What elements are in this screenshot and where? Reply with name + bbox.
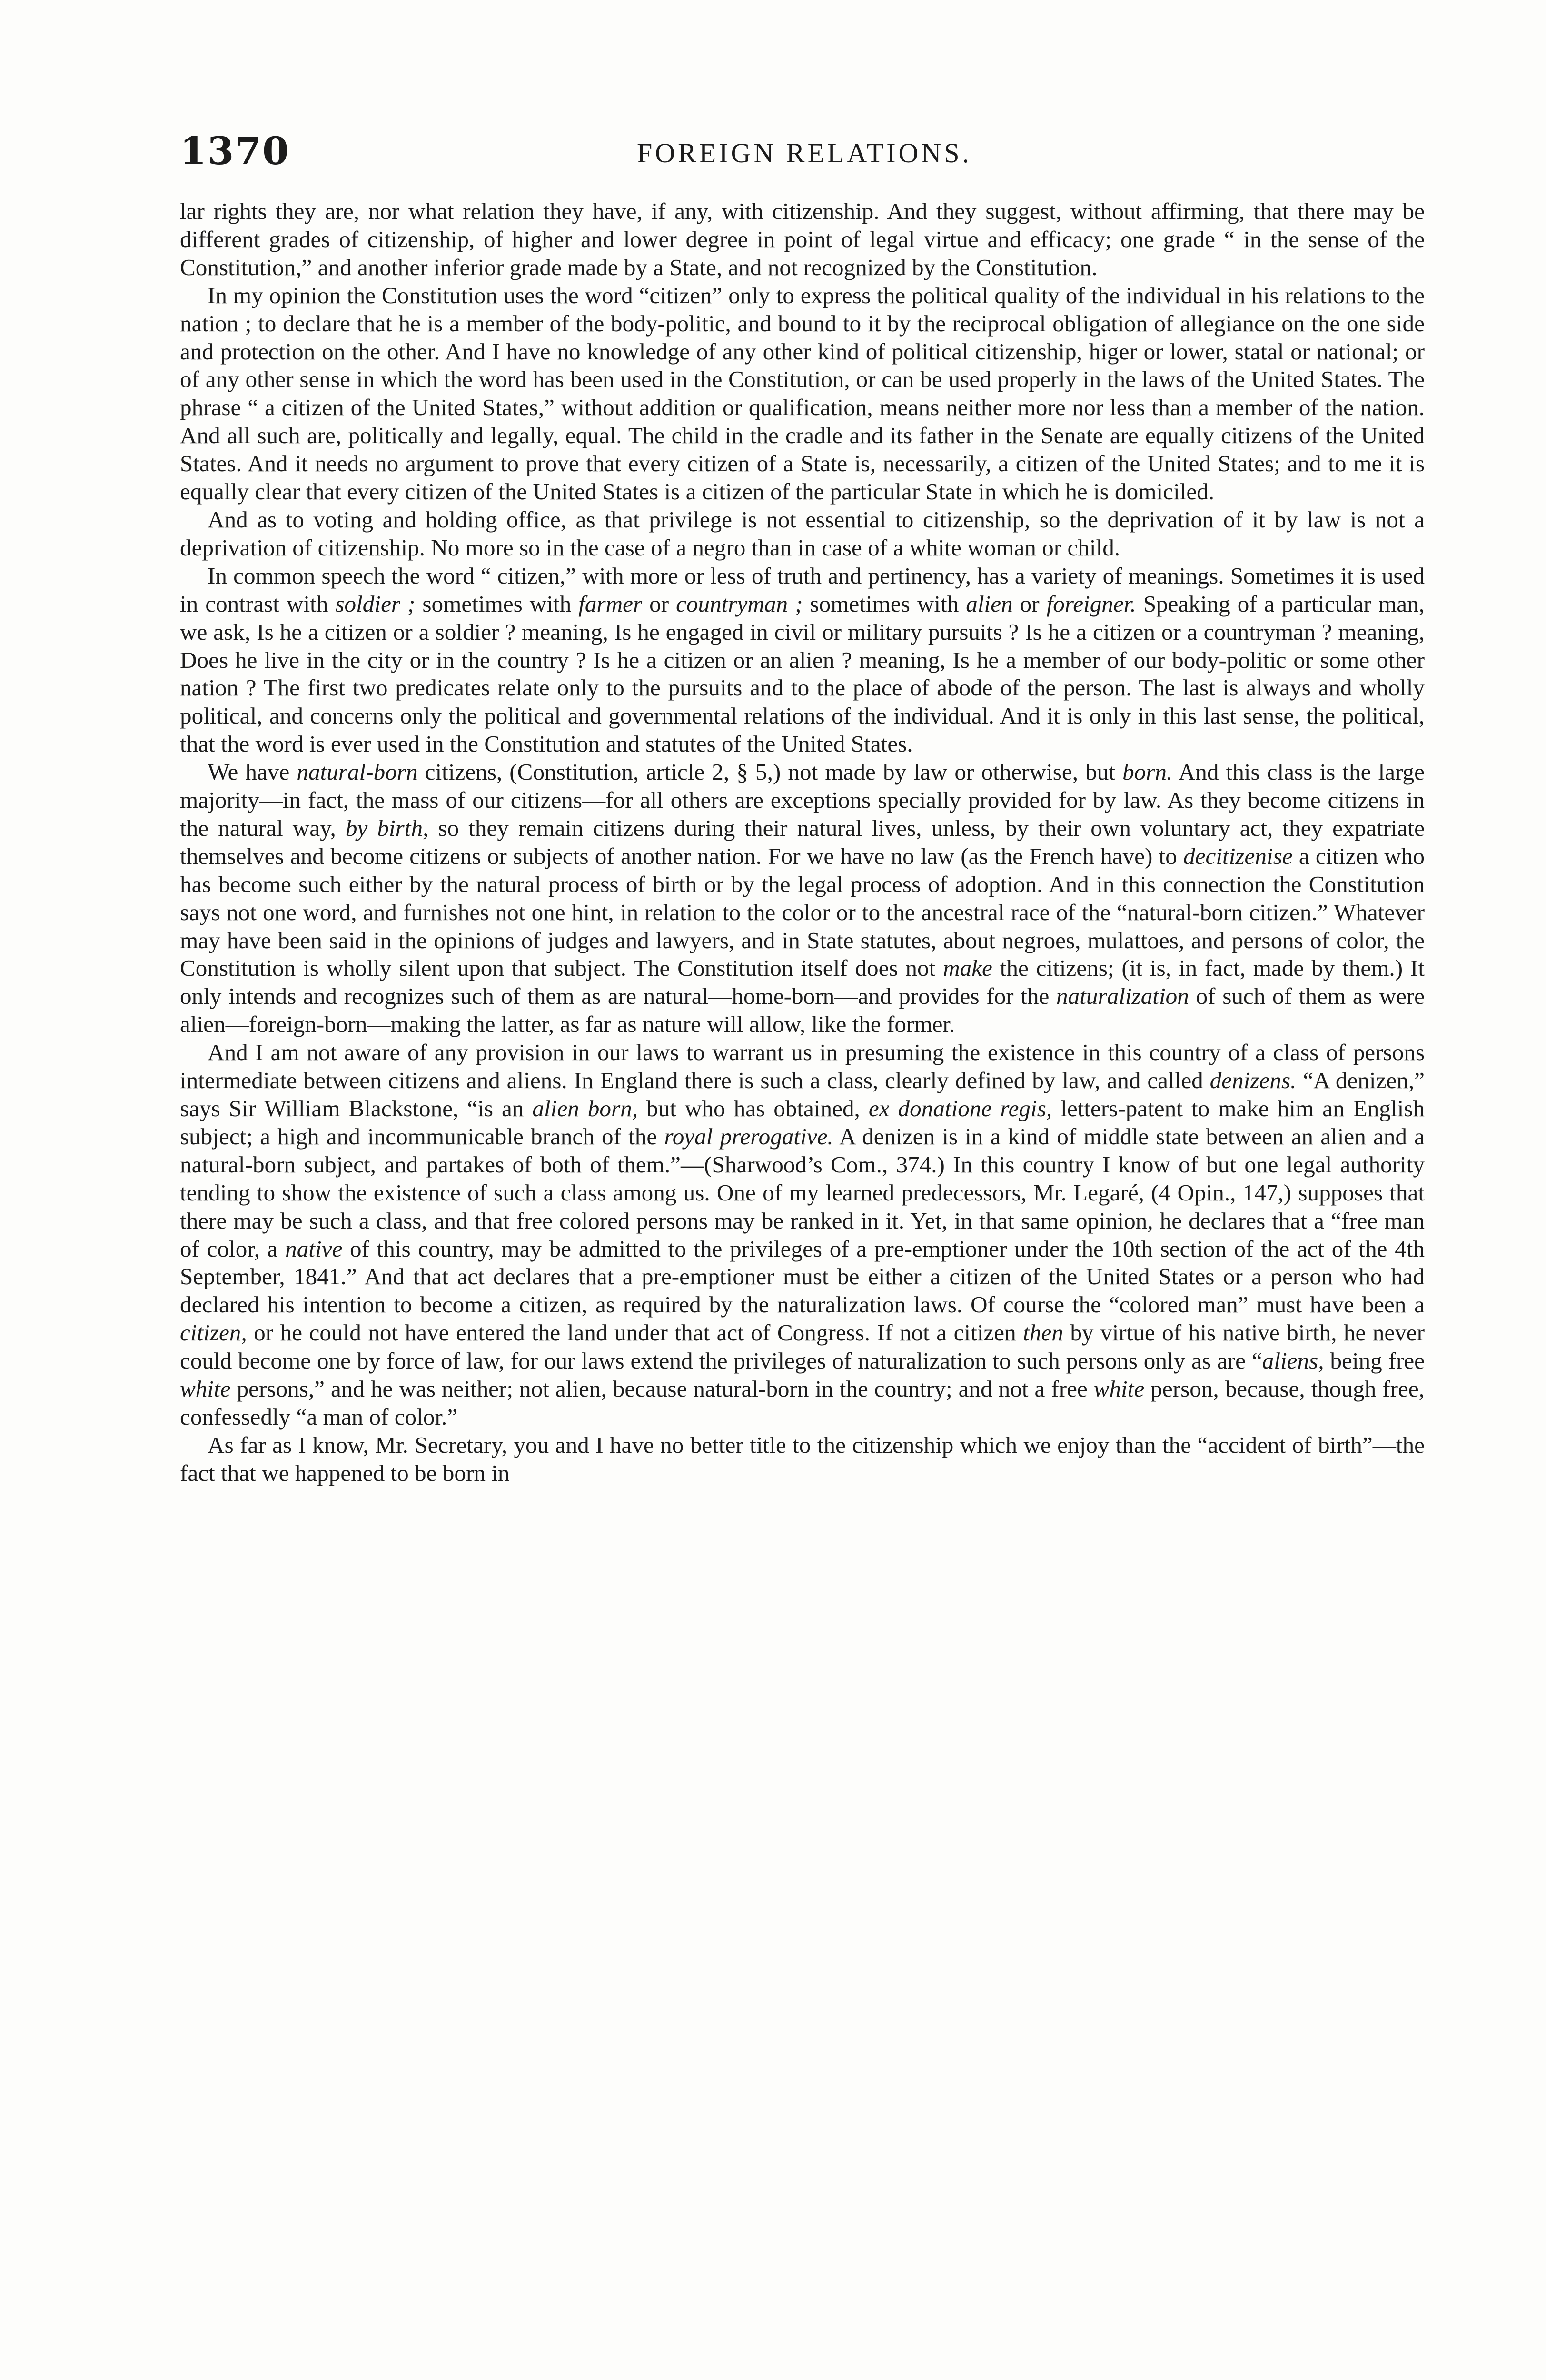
text-run: persons,” and he was neither; not alien, because natural-born in the country; and not a free — [230, 1376, 1094, 1402]
italic-text: farmer — [578, 590, 643, 617]
italic-text: decitizenise — [1183, 843, 1293, 869]
text-run: In common speech the word “ citizen,” with more or less of truth and pertinency, has a variety of meanings. Sometimes it is used in contrast with — [180, 562, 1425, 617]
italic-text: by birth, — [345, 814, 429, 841]
text-run: the citizens; (it is, in fact, made by them.) It only intends and recognizes such of them as are natural—home-born—and provides for the — [180, 955, 1425, 1010]
paragraph — [180, 758, 1425, 1039]
page-number: 1370 — [180, 129, 290, 173]
italic-text: then — [1023, 1319, 1063, 1346]
body-text — [180, 198, 1425, 1488]
running-title: FOREIGN RELATIONS. — [636, 138, 972, 169]
running-head — [171, 129, 1437, 181]
text-run: but who has obtained, — [638, 1095, 869, 1121]
text-run: a citizen who has become such either by the natural process of birth or by the legal process of adoption. And in this connection the Constitution says not one word, and furnishes not one hint, in relation to the color or to the ancestral race of the “natural-born citizen.” Whatever may have been said in the opinions of judges and lawyers, and in State statutes, about negroes, mulattoes, and persons of color, the Constitution is wholly silent upon that subject. The Constitution itself does not — [180, 843, 1425, 982]
italic-text: aliens, — [1262, 1348, 1324, 1374]
italic-text: royal prerogative. — [664, 1123, 833, 1150]
text-run: “A denizen,” says Sir William Blackstone, “is an — [180, 1067, 1425, 1121]
italic-text: white — [1093, 1376, 1145, 1402]
text-run: And as to voting and holding office, as that privilege is not essential to citizenship, so the deprivation of it by law is not a deprivation of citizenship. No more so in the case of a negro than in case of a white woman or child. — [180, 506, 1425, 561]
text-run: A denizen is in a kind of middle state between an alien and a natural-born subject, and partakes of both of them.”—(Sharwood’s Com., 374.) In this country I know of but one legal authority tending to show the existence of such a class among us. One of my learned predecessors, Mr. Legaré, (4 Opin., 147,) supposes that there may be such a class, and that free colored persons may be ranked in it. Yet, in that same opinion, he declares that a “free man of color, a — [180, 1123, 1425, 1262]
italic-text: citizen, — [180, 1319, 247, 1346]
italic-text: alien — [966, 590, 1013, 617]
text-run: sometimes with — [803, 590, 966, 617]
text-run: person, because, though free, confessedly “a man of color.” — [180, 1376, 1425, 1430]
italic-text: soldier ; — [335, 590, 416, 617]
paragraph — [180, 506, 1425, 562]
italic-text: foreigner. — [1046, 590, 1136, 617]
paragraph — [180, 1431, 1425, 1488]
italic-text: make — [943, 955, 992, 982]
paragraph — [180, 1039, 1425, 1431]
italic-text: white — [180, 1376, 231, 1402]
text-run: being free — [1324, 1348, 1425, 1374]
italic-text: native — [285, 1235, 343, 1262]
text-run: by virtue of his native birth, he never could become one by force of law, for our laws extend the privileges of naturalization to such persons only as are “ — [180, 1319, 1425, 1374]
italic-text: ex donatione regis, — [868, 1095, 1052, 1121]
paragraph — [180, 562, 1425, 758]
text-run: We have — [208, 759, 297, 785]
paragraph — [180, 198, 1425, 282]
text-run: And I am not aware of any provision in our laws to warrant us in presuming the existence in this country of a class of persons intermediate between citizens and aliens. In England there is such a class, clearly defined by law, and called — [180, 1039, 1425, 1094]
text-run: letters-patent to make him an English subject; a high and incommunicable branch of the — [180, 1095, 1425, 1150]
text-run: As far as I know, Mr. Secretary, you and I have no better title to the citizenship which we enjoy than the “accident of birth”—the fact that we happened to be born in — [180, 1431, 1425, 1486]
text-run: In my opinion the Constitution uses the word “citizen” only to express the political quality of the individual in his relations to the nation ; to declare that he is a member of the body-politic, and bound to it by the reciprocal obligation of allegiance on the one side and protection on the other. And I have no knowledge of any other kind of political citizenship, higer or lower, statal or national; or of any other sense in which the word has been used in the Constitution, or can be used properly in the laws of the United States. The phrase “ a citizen of the United States,” without addition or qualification, means neither more nor less than a member of the nation. And all such are, politically and legally, equal. The child in the cradle and its father in the Senate are equally citizens of the United States. And it needs no argument to prove that every citizen of a State is, necessarily, a citizen of the United States; and to me it is equally clear that every citizen of the United States is a citizen of the particular State in which he is domiciled. — [180, 282, 1425, 505]
text-run: lar rights they are, nor what relation they have, if any, with citizenship. And they suggest, without affirming, that there may be different grades of citizenship, of higher and lower degree in point of legal virtue and efficacy; one grade “ in the sense of the Constitution,” and another inferior grade made by a State, and not recognized by the Constitution. — [180, 198, 1425, 280]
text-run: Speaking of a particular man, we ask, Is he a citizen or a soldier ? meaning, Is he engaged in civil or military pursuits ? Is he a citizen or a countryman ? meaning, Does he live in the city or in the country ? Is he a citizen or an alien ? meaning, Is he a member of our body-politic or some other nation ? The first two predicates relate only to the pursuits and to the place of abode of the person. The last is always and wholly political, and concerns only the political and governmental relations of the individual. And it is only in this last sense, the political, that the word is ever used in the Constitution and statutes of the United States. — [180, 590, 1425, 757]
italic-text: countryman ; — [676, 590, 803, 617]
text-run: citizens, (Constitution, article 2, § 5,) not made by law or otherwise, but — [417, 759, 1123, 785]
italic-text: naturalization — [1056, 983, 1189, 1010]
paragraph — [180, 282, 1425, 506]
text-run: sometimes with — [415, 590, 579, 617]
italic-text: denizens. — [1209, 1067, 1297, 1094]
text-run: or — [642, 590, 676, 617]
italic-text: born. — [1122, 759, 1173, 785]
italic-text: alien born, — [532, 1095, 638, 1121]
text-run: of this country, may be admitted to the privileges of a pre-emptioner under the 10th section of the act of the 4th September, 1841.” And that act declares that a pre-emptioner must be either a citizen of the United States or a person who had declared his intention to become a citizen, as required by the naturalization laws. Of course the “colored man” must have been a — [180, 1235, 1425, 1318]
text-run: of such of them as were alien—foreign-born—making the latter, as far as nature will allow, like the former. — [180, 983, 1425, 1038]
italic-text: natural-born — [297, 759, 418, 785]
text-run: so they remain citizens during their natural lives, unless, by their own voluntary act, they expatriate themselves and become citizens or subjects of another nation. For we have no law (as the French have) to — [180, 814, 1425, 869]
text-run: And this class is the large majority—in fact, the mass of our citizens—for all others are exceptions specially provided for by law. As they become citizens in the natural way, — [180, 759, 1425, 841]
text-run: or he could not have entered the land under that act of Congress. If not a citizen — [247, 1319, 1023, 1346]
text-run: or — [1012, 590, 1047, 617]
